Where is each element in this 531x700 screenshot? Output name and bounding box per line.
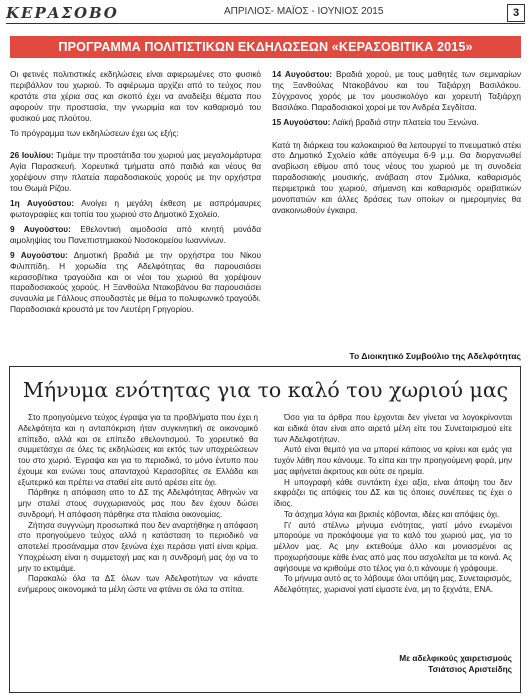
article-column-right bbox=[272, 69, 521, 220]
header-divider bbox=[6, 23, 525, 24]
event-text: Τιμάμε την προστάτιδα του χωριού μας μεγαλομάρτυρα Αγία Παρασκευή. Χορευτικά τμήματα από παιδιά και νέους θα χορέψουν στην πλατεία παραδοσιακούς χορούς με την ορχήστρα του Θωμά Ρίζου. bbox=[10, 150, 261, 194]
article-closing: Κατά τη διάρκεια του καλοκαιριού θα λειτουργεί το πνευματικό στέκι στο Δημοτικό Σχολείο κάθε απόγευμα 6-9 μ.μ. Θα διοργανωθεί αναβίωση εθίμου από τους νέους του χωριού με τη συνοδεία παραδοσιακής μουσικής, ανάβαση στον Σμόλικα, καθαρισμός περιμετρικά του χωριού, σήμανση και καθαρισμός ορειβατικών μονοπατιών και άλλες δράσεις των οποίων οι ημερομηνίες θα ανακοινωθούν έγκαιρα. bbox=[272, 139, 521, 215]
event-item bbox=[272, 117, 521, 128]
page-number: 3 bbox=[507, 4, 525, 22]
issue-date: ΑΠΡΙΛΙΟΣ- ΜΑΪΟΣ - ΙΟΥΝΙΟΣ 2015 bbox=[224, 6, 384, 17]
masthead: ΚΕΡΑΣΟΒΟ bbox=[6, 4, 119, 22]
event-date: 14 Αυγούστου: bbox=[272, 69, 333, 79]
article-title: ΠΡΟΓΡΑΜΜΑ ΠΟΛΙΤΙΣΤΙΚΩΝ ΕΚΔΗΛΩΣΕΩΝ «ΚΕΡΑΣΟΒΙΤΙΚΑ 2015» bbox=[10, 36, 521, 58]
article-column-left bbox=[10, 69, 261, 319]
event-text: Βραδιά χορού, με τους μαθητές των σεμιναρίων της Ξανθούλας Ντακοβάνου και του Ταξιάρχη Βασιλάκου. Σύγχρονος χορός με τον μουσικολόγο και χορευτή Ταξιάρχη Βασιλάκο. Παραδοσιακοί χοροί με τον Ανδρέα Σεγδίτσα. bbox=[272, 69, 521, 112]
boxed-column-left bbox=[18, 413, 258, 596]
boxed-signature bbox=[274, 653, 512, 675]
event-text: Δημοτική βραδιά με την ορχήστρα του Νίκου Φιλιππίδη. Η χορωδία της Αδελφότητας θα παρουσιάσει κερασοβίτικα τραγούδια και οι νέοι του χωριού θα χορέψουν παραδοσιακούς χορούς. Η Ξανθούλα Ντακοβάνου θα παρουσιάσει συναυλία με Γάλλους σπουδαστές με θέμα το πολυφωνικό τραγούδι. Παραδοσιακά κρουστά με τον Λευτέρη Γρηγορίου. bbox=[10, 249, 261, 315]
boxed-paragraph: Γι' αυτό στέλνω μήνυμα ενότητας, γιατί μόνο ενωμένοι μπορούμε να προκόψουμε για το καλό του χωριού μας, για το μέλλον μας. Ας μην εκτεθούμε άλλο και μονιασμένοι ας προχωρήσουμε κάθε ένας από μας που ασχολείται με τα κοινά. Ας αφήσουμε να κριθούμε στο τέλος για ό,τι κάνουμε ή γράφουμε. bbox=[274, 520, 512, 573]
event-item bbox=[272, 69, 521, 113]
event-date: 9 Αυγούστου: bbox=[10, 249, 68, 260]
event-text: Ανοίγει η μεγάλη έκθεση με ασπρόμαυρες φωτογραφίες και τοπία του χωριού στο Δημοτικό Σχολείο. bbox=[10, 198, 261, 219]
event-date: 9 Αυγούστου: bbox=[10, 223, 71, 234]
boxed-column-right bbox=[274, 413, 512, 596]
event-item bbox=[10, 224, 261, 246]
boxed-paragraph: Τα άσχημα λόγια και βρισιές κόβονται, ιδέες και απόψεις όχι. bbox=[284, 509, 500, 519]
boxed-paragraph: Ζήτησα συγγνώμη προσωπικά που δεν αναρτήθηκε η απόφαση στο προηγούμενο τεύχος αλλά η κατάσταση το περιοδικό να αποτελεί προσάναμμα στον ξενώνα έχει περάσει γιατί είναι κρίμα. Υποχρέωση είναι η συμμετοχή μας και η συνδρομή μας όχι να το μην το εκτιμάμε. bbox=[18, 520, 258, 573]
event-text: Λαϊκή βραδιά στην πλατεία του Ξενώνα. bbox=[330, 116, 479, 127]
boxed-paragraph: Όσο για τα άρθρα που έρχονται δεν γίνεται να λογοκρίνονται και ειδικά όταν είναι απο αιρετά μέλη είτε του Συνεταιρισμού είτε των Αδελφοτήτων. bbox=[274, 413, 512, 444]
article-intro: Οι φετινές πολιτιστικές εκδηλώσεις είναι αφιερωμένες στο φυσικό περιβάλλον του χωριού. Το αφιέρωμα αρχίζει από το τεύχος που κρατάτε στα χέρια σας και σκοπό έχει να αναδείξει θέματα που αφορούν την προστασία, την γνωριμία και τον καθαρισμό του φυσικού μας πλούτου. bbox=[10, 69, 261, 123]
boxed-paragraph: Στο προηγούμενο τεύχος έγραψα για τα προβλήματα που έχει η Αδελφότητα και η ανταπόκριση ήταν συγκινητική σε οικονομικό επίπεδο, αλλά και σε επίπεδο εθελοντισμού. Το χορευτικό θα συμμετάσχει σε όλες τις εκδηλώσεις και εκτός των υποχρεώσεων του στο χωριό. Έγραψα και για το περιοδικό, το μόνο έντυπο που έχουμε και ενώνει τους απανταχού Κερασοβίτες σε Ελλάδα και εξωτερικό και πρέπει να σταθεί είτε αυτό αρέσει είτε όχι. bbox=[18, 413, 258, 487]
event-item bbox=[10, 198, 261, 220]
event-date: 1η Αυγούστου: bbox=[10, 198, 75, 209]
boxed-paragraph: Πάρθηκε η απόφαση απο το ΔΣ της Αδελφότητας Αθηνών να μην σταλεί στους συγχωριανούς μας που δεν έχουν δώσει συνδρομή. Η απόφαση πάρθηκε στα πλαίσια οικονομίας. bbox=[18, 488, 258, 519]
event-text: Εθελοντική αιμοδοσία από κινητή μονάδα αιμοληψίας του Πανεπιστημιακού Νοσοκομείου Ιωαννίνων. bbox=[10, 223, 261, 245]
boxed-article-title: Μήνυμα ενότητας για το καλό του χωριού μας bbox=[22, 378, 509, 402]
event-item bbox=[10, 150, 261, 194]
program-intro: Το πρόγραμμα των εκδηλώσεων έχει ως εξής: bbox=[10, 127, 179, 138]
boxed-paragraph: Παρακαλώ όλα τα ΔΣ όλων των Αδελφοτήτων να κάνατε ενήμερους οικονομικά τα μέλη ώστε να φτάνει σε όλα τα σπίτια. bbox=[18, 574, 258, 594]
signature-name: Τσιάτσιος Αριστείδης bbox=[428, 664, 512, 674]
event-item bbox=[10, 250, 261, 315]
signature-greeting: Με αδελφικούς χαιρετισμούς bbox=[399, 653, 512, 663]
boxed-paragraph: Το μήνυμα αυτό ας το λάβουμε όλοι υπόψη μας, Συνεταιρισμός, Αδελφότητες, χωριανοί γιατί είμαστε ένα, μη το ξεχνάτε, ΕΝΑ. bbox=[274, 574, 512, 594]
article-signature: Το Διοικητικό Συμβούλιο της Αδελφότητας bbox=[349, 351, 521, 361]
boxed-paragraph: Η υπογραφή κάθε συντάκτη έχει αξία, είναι άποψη του δεν εκφράζει τις απόψεις του ΔΣ και τις όποιες συνέπειες τις έχει ο ίδιος. bbox=[274, 477, 512, 508]
boxed-paragraph: Αυτό είναι θεμιτό για να μπορεί κάποιος να κρίνει και εμάς για τυχόν λάθη που κάνουμε. Το είπα και την προηγούμενη φορά, μην μας αφήνεται άκριτους και ούτε σε ηρεμία. bbox=[274, 445, 512, 476]
event-date: 15 Αυγούστου: bbox=[272, 116, 331, 127]
event-date: 26 Ιουλίου: bbox=[10, 150, 54, 161]
